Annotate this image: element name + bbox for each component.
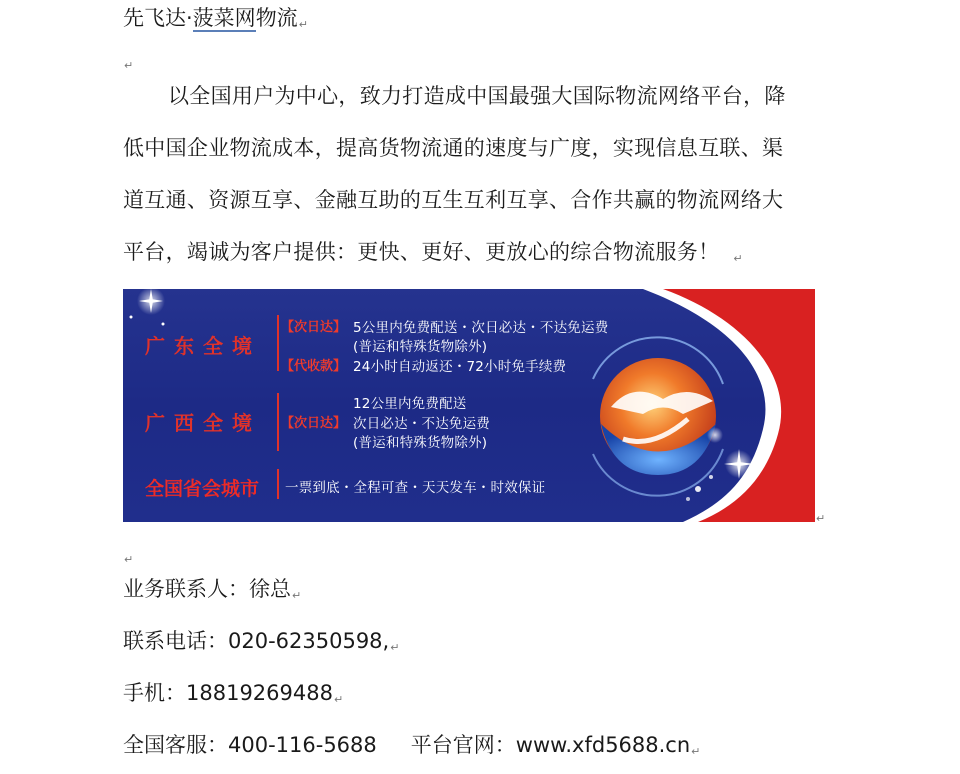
guangdong-line-2: (普运和特殊货物除外): [353, 339, 488, 355]
contact-service-text: 全国客服：400-116-5688: [123, 733, 377, 757]
intro-line-3: 道互通、资源互享、金融互助的互生互利互享、合作共赢的物流网络大: [123, 188, 784, 212]
promo-banner: [123, 289, 815, 522]
guangxi-divider: [277, 393, 279, 451]
guangxi-title: 广西全境: [145, 411, 261, 435]
contact-person: [123, 574, 301, 611]
paragraph-mark: ↵: [733, 252, 743, 265]
contact-service: [123, 730, 700, 767]
guangdong-divider: [277, 315, 279, 371]
intro-line-2: 低中国企业物流成本，提高货物流通的速度与广度，实现信息互联、渠: [123, 136, 784, 160]
empty-paragraph: [123, 44, 133, 81]
brand-prefix: 先飞达·: [123, 6, 193, 30]
guangxi-line-3: (普运和特殊货物除外): [353, 435, 488, 451]
guangxi-line-2: 次日必达・不达免运费: [353, 416, 490, 432]
guangxi-line-1: 12公里内免费配送: [353, 396, 467, 412]
paragraph-mark: ↵: [298, 18, 308, 31]
paragraph-mark: ↵: [691, 745, 701, 758]
guangxi-tag-nextday: 【次日达】: [281, 416, 347, 431]
intro-line-1: 以全国用户为中心，致力打造成中国最强大国际物流网络平台，降: [168, 84, 786, 108]
brand-suffix: 物流: [255, 6, 298, 30]
guangdong-line-1: 5公里内免费配送・次日必达・不达免运费: [353, 320, 609, 336]
contact-phone-text: 联系电话：020-62350598,: [123, 629, 390, 653]
doc-title: [123, 3, 308, 40]
contact-mobile-text: 手机：18819269488: [123, 681, 333, 705]
guangdong-tag-cod: 【代收款】: [281, 359, 347, 374]
guangdong-title: 广东全境: [145, 334, 261, 358]
contact-website[interactable]: 平台官网：www.xfd5688.cn: [410, 733, 691, 757]
paragraph-mark: ↵: [124, 59, 134, 72]
empty-paragraph: [123, 538, 133, 575]
paragraph-mark: ↵: [292, 589, 302, 602]
contact-phone: [123, 626, 399, 663]
brand-link[interactable]: 菠菜网: [192, 6, 256, 30]
guangdong-tag-nextday: 【次日达】: [281, 320, 347, 335]
guangdong-line-3: 24小时自动返还・72小时免手续费: [353, 359, 567, 375]
contact-mobile: [123, 678, 343, 715]
intro-line-4-text: 平台，竭诚为客户提供：更快、更好、更放心的综合物流服务！: [123, 240, 720, 264]
paragraph-mark: ↵: [124, 553, 134, 566]
paragraph-mark: ↵: [816, 512, 826, 525]
intro-line-4: [123, 237, 743, 274]
national-divider: [277, 469, 279, 499]
national-line: 一票到底・全程可查・天天发车・时效保证: [285, 480, 546, 496]
national-title: 全国省会城市: [145, 478, 260, 500]
contact-person-text: 业务联系人：徐总: [123, 577, 291, 601]
paragraph-mark: ↵: [390, 641, 400, 654]
paragraph-mark: ↵: [333, 693, 344, 706]
